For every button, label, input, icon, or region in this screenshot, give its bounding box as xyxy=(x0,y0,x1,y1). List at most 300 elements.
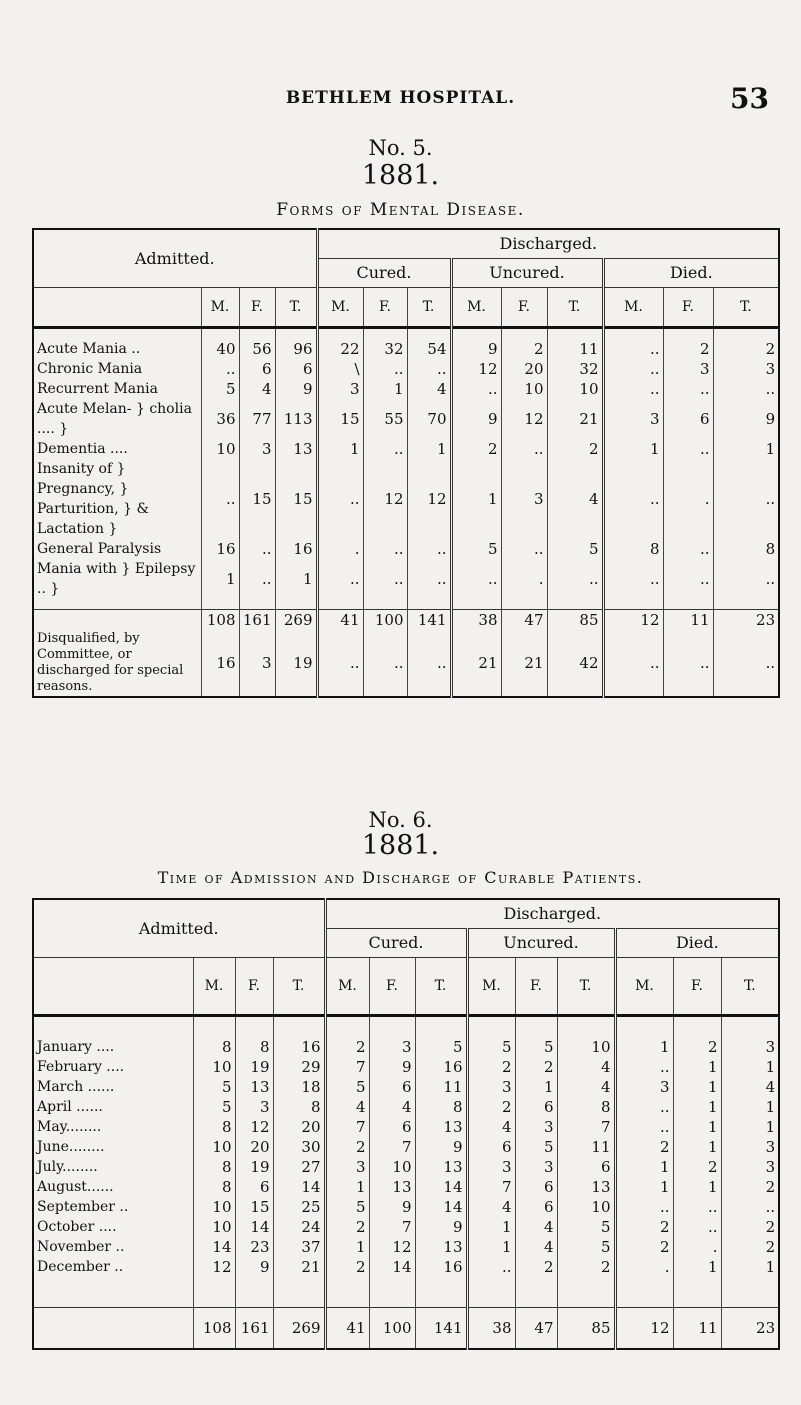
table-cell: 9 xyxy=(369,1197,415,1217)
table-cell: 4 xyxy=(557,1077,615,1097)
table-cell: 1 xyxy=(673,1177,721,1197)
table5-forms-of-mental-disease xyxy=(32,228,780,698)
col-f: F. xyxy=(363,288,407,328)
table-cell: 12 xyxy=(451,359,501,379)
table5-number: No. 5. xyxy=(368,136,433,160)
column-headers xyxy=(33,288,779,328)
cured-header: Cured. xyxy=(317,259,451,288)
table-cell: 2 xyxy=(721,1177,779,1197)
table-cell: 11 xyxy=(673,1308,721,1350)
col-m: M. xyxy=(325,958,369,1016)
table-row xyxy=(33,1257,779,1277)
table-cell: .. xyxy=(451,559,501,599)
table-cell: 1 xyxy=(615,1037,673,1057)
table-cell: .. xyxy=(317,459,363,539)
table-cell: 1 xyxy=(673,1137,721,1157)
table-cell: 5 xyxy=(557,1237,615,1257)
table-cell: 9 xyxy=(713,399,779,439)
table-cell: 5 xyxy=(467,1037,515,1057)
table-cell: 269 xyxy=(273,1308,325,1350)
table-cell: 8 xyxy=(193,1177,235,1197)
table-cell: 4 xyxy=(547,459,603,539)
table-row xyxy=(33,1057,779,1077)
table-cell: 25 xyxy=(273,1197,325,1217)
row-label: December .. xyxy=(37,1259,124,1275)
table-cell: 12 xyxy=(501,399,547,439)
table-cell: 1 xyxy=(713,439,779,459)
table-cell: 1 xyxy=(673,1057,721,1077)
table-cell: 141 xyxy=(415,1308,467,1350)
row-label: September .. xyxy=(37,1199,129,1215)
table-cell: .. xyxy=(239,539,275,559)
table-cell: 13 xyxy=(415,1237,467,1257)
table-row xyxy=(33,439,779,459)
table-cell: 7 xyxy=(369,1217,415,1237)
spacer-row xyxy=(33,1027,779,1037)
table-cell: 9 xyxy=(451,339,501,359)
table-cell: 4 xyxy=(467,1197,515,1217)
table-cell: 1 xyxy=(363,379,407,399)
cured-header: Cured. xyxy=(325,929,467,958)
table-row xyxy=(33,1157,779,1177)
table-cell: 23 xyxy=(713,610,779,631)
table-cell: 2 xyxy=(325,1217,369,1237)
table-cell: .. xyxy=(363,359,407,379)
col-f: F. xyxy=(663,288,713,328)
table-cell: 1 xyxy=(515,1077,557,1097)
table-cell: 3 xyxy=(721,1137,779,1157)
table-cell: 1 xyxy=(721,1257,779,1277)
page-header xyxy=(0,82,801,118)
table-cell: . xyxy=(501,559,547,599)
table-cell: 100 xyxy=(363,610,407,631)
table-cell: 9 xyxy=(415,1217,467,1237)
table-row xyxy=(33,1117,779,1137)
table-cell: 14 xyxy=(273,1177,325,1197)
died-header: Died. xyxy=(603,259,779,288)
table-cell: 12 xyxy=(407,459,451,539)
table-cell: 27 xyxy=(273,1157,325,1177)
table-cell: 3 xyxy=(721,1037,779,1057)
col-t: T. xyxy=(557,958,615,1016)
table-cell: 42 xyxy=(547,630,603,697)
table-cell: 11 xyxy=(415,1077,467,1097)
table-cell: 2 xyxy=(713,339,779,359)
table-cell: 55 xyxy=(363,399,407,439)
table-cell: 10 xyxy=(557,1197,615,1217)
table-cell: .. xyxy=(603,459,663,539)
col-m: M. xyxy=(451,288,501,328)
table-cell: .. xyxy=(407,359,451,379)
table-cell: . xyxy=(673,1237,721,1257)
table-cell: 8 xyxy=(235,1037,273,1057)
table6-time-of-admission-and-discharge xyxy=(32,898,780,1350)
row-label: March ...... xyxy=(37,1079,115,1095)
table-cell: 10 xyxy=(201,439,239,459)
table-cell: 15 xyxy=(317,399,363,439)
table-cell: 2 xyxy=(615,1217,673,1237)
table-cell: 10 xyxy=(193,1137,235,1157)
running-title: BETHLEM HOSPITAL. xyxy=(285,88,516,108)
table-row xyxy=(33,379,779,399)
table-cell: 20 xyxy=(273,1117,325,1137)
table-cell: 5 xyxy=(325,1197,369,1217)
table-cell: 9 xyxy=(275,379,317,399)
col-t: T. xyxy=(407,288,451,328)
table-cell: 1 xyxy=(467,1237,515,1257)
table-cell: 3 xyxy=(501,459,547,539)
spacer-row xyxy=(33,599,779,610)
table-cell: 5 xyxy=(193,1077,235,1097)
table-row xyxy=(33,1037,779,1057)
table-row xyxy=(33,559,779,599)
table-cell: 5 xyxy=(415,1037,467,1057)
table-cell: 18 xyxy=(273,1077,325,1097)
table-cell: .. xyxy=(363,539,407,559)
row-label: October .... xyxy=(37,1219,117,1235)
col-f: F. xyxy=(515,958,557,1016)
table-cell: 13 xyxy=(369,1177,415,1197)
table-cell: 16 xyxy=(201,539,239,559)
table-cell: 2 xyxy=(615,1137,673,1157)
table-cell: 47 xyxy=(501,610,547,631)
table-cell: 1 xyxy=(721,1097,779,1117)
table-cell: 4 xyxy=(369,1097,415,1117)
table-cell: 6 xyxy=(515,1097,557,1117)
col-f: F. xyxy=(239,288,275,328)
col-t: T. xyxy=(721,958,779,1016)
table-cell: 14 xyxy=(415,1197,467,1217)
table-cell: 8 xyxy=(273,1097,325,1117)
table-cell: 24 xyxy=(273,1217,325,1237)
table-cell: .. xyxy=(663,539,713,559)
table-cell: 2 xyxy=(615,1237,673,1257)
table-cell: 8 xyxy=(415,1097,467,1117)
table-cell: 4 xyxy=(721,1077,779,1097)
table-cell: 11 xyxy=(663,610,713,631)
table-cell: 41 xyxy=(325,1308,369,1350)
row-label: Mania with } Epilepsy .. } xyxy=(37,561,196,597)
table-cell: 13 xyxy=(415,1157,467,1177)
table-cell: 3 xyxy=(721,1157,779,1177)
table-cell: 3 xyxy=(239,630,275,697)
table-cell: 2 xyxy=(467,1057,515,1077)
table-cell: 6 xyxy=(515,1177,557,1197)
table-cell: 15 xyxy=(235,1197,273,1217)
table-cell: 1 xyxy=(467,1217,515,1237)
table-cell: 13 xyxy=(557,1177,615,1197)
table-cell: .. xyxy=(673,1197,721,1217)
discharged-header: Discharged. xyxy=(325,899,779,929)
table-cell: 141 xyxy=(407,610,451,631)
table-cell: 21 xyxy=(273,1257,325,1277)
table-cell: 8 xyxy=(603,539,663,559)
table6-title: Time of Admission and Discharge of Curable Patients. xyxy=(157,868,644,887)
col-f: F. xyxy=(369,958,415,1016)
col-m: M. xyxy=(193,958,235,1016)
table-cell: 11 xyxy=(557,1137,615,1157)
table-cell: 2 xyxy=(557,1257,615,1277)
table-cell: 1 xyxy=(673,1077,721,1097)
table-cell: 5 xyxy=(193,1097,235,1117)
spacer-row xyxy=(33,1016,779,1028)
table-cell: 2 xyxy=(721,1237,779,1257)
table-cell: 1 xyxy=(721,1117,779,1137)
table-cell: 108 xyxy=(193,1308,235,1350)
table-cell: 41 xyxy=(317,610,363,631)
table-cell: 6 xyxy=(369,1077,415,1097)
row-label: Disqualified, by Committee, or discharged for special reasons. xyxy=(37,631,184,694)
uncured-header: Uncured. xyxy=(451,259,603,288)
table-cell: .. xyxy=(615,1097,673,1117)
table6-year: 1881. xyxy=(361,830,440,861)
table-cell: .. xyxy=(713,559,779,599)
table-cell: 3 xyxy=(663,359,713,379)
table-cell: 1 xyxy=(325,1237,369,1257)
table-cell: 85 xyxy=(547,610,603,631)
table-cell: 2 xyxy=(451,439,501,459)
table-cell: . xyxy=(615,1257,673,1277)
table-cell: .. xyxy=(201,359,239,379)
table-cell: 4 xyxy=(325,1097,369,1117)
table-cell: 6 xyxy=(557,1157,615,1177)
table-cell: 7 xyxy=(369,1137,415,1157)
table-cell: 3 xyxy=(515,1157,557,1177)
admitted-header: Admitted. xyxy=(33,229,317,288)
table-cell: 2 xyxy=(673,1037,721,1057)
table-cell: 15 xyxy=(275,459,317,539)
table-cell: 2 xyxy=(325,1137,369,1157)
table-cell: 11 xyxy=(547,339,603,359)
row-label: August...... xyxy=(37,1179,114,1195)
table-cell: 12 xyxy=(603,610,663,631)
table-cell: 2 xyxy=(467,1097,515,1117)
table-cell: .. xyxy=(615,1197,673,1217)
table-cell: .. xyxy=(317,559,363,599)
table-cell: .. xyxy=(201,459,239,539)
table-cell: 6 xyxy=(275,359,317,379)
col-f: F. xyxy=(235,958,273,1016)
table-cell: 1 xyxy=(407,439,451,459)
table-cell: 38 xyxy=(451,610,501,631)
table-cell: 5 xyxy=(325,1077,369,1097)
table-cell: 1 xyxy=(673,1117,721,1137)
row-label: April ...... xyxy=(37,1099,103,1115)
spacer-row xyxy=(33,328,779,340)
table-cell: 6 xyxy=(239,359,275,379)
table5-year: 1881. xyxy=(361,160,440,191)
table-cell: 19 xyxy=(235,1157,273,1177)
table-cell: 4 xyxy=(467,1117,515,1137)
table-cell: 7 xyxy=(325,1117,369,1137)
table-cell: 12 xyxy=(235,1117,273,1137)
table-row xyxy=(33,1197,779,1217)
table-cell: 40 xyxy=(201,339,239,359)
table-cell: 13 xyxy=(275,439,317,459)
table-cell: .. xyxy=(615,1057,673,1077)
table-cell: 30 xyxy=(273,1137,325,1157)
table-cell: 100 xyxy=(369,1308,415,1350)
table-cell: 6 xyxy=(515,1197,557,1217)
table-cell: 77 xyxy=(239,399,275,439)
table-cell: 2 xyxy=(547,439,603,459)
table-cell: 3 xyxy=(239,439,275,459)
page-number: 53 xyxy=(730,82,769,115)
table-cell: 1 xyxy=(615,1177,673,1197)
table-cell: 161 xyxy=(235,1308,273,1350)
table-cell: 14 xyxy=(235,1217,273,1237)
col-f: F. xyxy=(501,288,547,328)
spacer-row xyxy=(33,1277,779,1287)
table-cell: 1 xyxy=(721,1057,779,1077)
table-cell: 4 xyxy=(557,1057,615,1077)
table-row xyxy=(33,339,779,359)
row-label: February .... xyxy=(37,1059,125,1075)
col-m: M. xyxy=(467,958,515,1016)
table-cell: 9 xyxy=(369,1057,415,1077)
died-header: Died. xyxy=(615,929,779,958)
table-cell: 3 xyxy=(467,1157,515,1177)
table-cell: .. xyxy=(603,359,663,379)
table-cell: .. xyxy=(713,379,779,399)
table-cell: 5 xyxy=(547,539,603,559)
table-cell: 4 xyxy=(407,379,451,399)
table-cell: 2 xyxy=(515,1057,557,1077)
table-row xyxy=(33,1177,779,1197)
table-cell: 4 xyxy=(515,1217,557,1237)
table-cell: 8 xyxy=(557,1097,615,1117)
table-cell: 21 xyxy=(547,399,603,439)
table-cell: \ xyxy=(317,359,363,379)
table-cell: 6 xyxy=(369,1117,415,1137)
table-cell: .. xyxy=(663,439,713,459)
table-cell: 1 xyxy=(325,1177,369,1197)
table-cell: .. xyxy=(603,559,663,599)
admitted-header: Admitted. xyxy=(33,899,325,958)
table-cell: 3 xyxy=(713,359,779,379)
table-cell: 8 xyxy=(193,1037,235,1057)
table-cell: .. xyxy=(407,559,451,599)
table-cell: 1 xyxy=(201,559,239,599)
table-cell: 2 xyxy=(721,1217,779,1237)
table-cell: 6 xyxy=(235,1177,273,1197)
table-cell: .. xyxy=(713,630,779,697)
table-cell: 70 xyxy=(407,399,451,439)
table-cell: 8 xyxy=(713,539,779,559)
table6-body xyxy=(33,1016,779,1350)
table-row xyxy=(33,1237,779,1257)
table-row xyxy=(33,459,779,539)
table-cell: 10 xyxy=(193,1057,235,1077)
table-cell: 23 xyxy=(721,1308,779,1350)
table-cell: 1 xyxy=(275,559,317,599)
table-cell: .. xyxy=(603,339,663,359)
table-cell: .. xyxy=(407,630,451,697)
table-cell: 1 xyxy=(603,439,663,459)
table-cell: 16 xyxy=(415,1057,467,1077)
row-label: Recurrent Mania xyxy=(37,381,158,397)
table-cell: 20 xyxy=(235,1137,273,1157)
totals-row xyxy=(33,1308,779,1350)
table-cell: 1 xyxy=(451,459,501,539)
table-cell: 2 xyxy=(673,1157,721,1177)
row-label: General Paralysis xyxy=(37,541,162,557)
table-cell: .. xyxy=(663,559,713,599)
spacer-row xyxy=(33,1297,779,1308)
table-cell: 14 xyxy=(193,1237,235,1257)
table-row xyxy=(33,359,779,379)
table-cell: 12 xyxy=(363,459,407,539)
table-cell: .. xyxy=(673,1217,721,1237)
table-cell: 6 xyxy=(467,1137,515,1157)
table-cell: 8 xyxy=(193,1157,235,1177)
col-t: T. xyxy=(415,958,467,1016)
table-cell: .. xyxy=(317,630,363,697)
table-cell: 2 xyxy=(325,1257,369,1277)
table-cell: 161 xyxy=(239,610,275,631)
col-f: F. xyxy=(673,958,721,1016)
table-cell: 3 xyxy=(317,379,363,399)
table-cell: .. xyxy=(363,630,407,697)
table-cell: 2 xyxy=(501,339,547,359)
table-cell: 29 xyxy=(273,1057,325,1077)
table-cell: .. xyxy=(663,379,713,399)
col-t: T. xyxy=(273,958,325,1016)
table-row xyxy=(33,399,779,439)
table-cell: 7 xyxy=(325,1057,369,1077)
table-cell: 16 xyxy=(201,630,239,697)
col-m: M. xyxy=(201,288,239,328)
table-cell: 3 xyxy=(369,1037,415,1057)
row-label: June........ xyxy=(37,1139,105,1155)
table-cell: 3 xyxy=(615,1077,673,1097)
table-cell: 23 xyxy=(235,1237,273,1257)
table-cell: 5 xyxy=(515,1037,557,1057)
table-cell: 1 xyxy=(673,1257,721,1277)
table-cell: 5 xyxy=(515,1137,557,1157)
table5-title: Forms of Mental Disease. xyxy=(276,200,525,220)
totals-row xyxy=(33,610,779,631)
table-cell: 10 xyxy=(501,379,547,399)
table-cell: .. xyxy=(603,630,663,697)
table-cell: 7 xyxy=(467,1177,515,1197)
table-cell: 3 xyxy=(603,399,663,439)
table-cell: .. xyxy=(501,439,547,459)
table-cell: .. xyxy=(363,559,407,599)
table-cell: 2 xyxy=(663,339,713,359)
table-cell: 56 xyxy=(239,339,275,359)
column-headers xyxy=(33,958,779,1016)
table-cell: 3 xyxy=(235,1097,273,1117)
table-row xyxy=(33,1217,779,1237)
table-cell: 37 xyxy=(273,1237,325,1257)
table-cell: 1 xyxy=(615,1157,673,1177)
uncured-header: Uncured. xyxy=(467,929,615,958)
row-label: Acute Melan- } cholia .... } xyxy=(37,401,192,437)
table-cell: 10 xyxy=(547,379,603,399)
table-cell: 9 xyxy=(451,399,501,439)
table-cell: .. xyxy=(663,630,713,697)
table-cell: .. xyxy=(615,1117,673,1137)
table-cell: 36 xyxy=(201,399,239,439)
table-row xyxy=(33,1137,779,1157)
table-cell: 5 xyxy=(451,539,501,559)
table-cell: 1 xyxy=(317,439,363,459)
table-cell: 14 xyxy=(415,1177,467,1197)
table-cell: .. xyxy=(713,459,779,539)
table-cell: 13 xyxy=(235,1077,273,1097)
row-label: Acute Mania .. xyxy=(37,341,141,357)
